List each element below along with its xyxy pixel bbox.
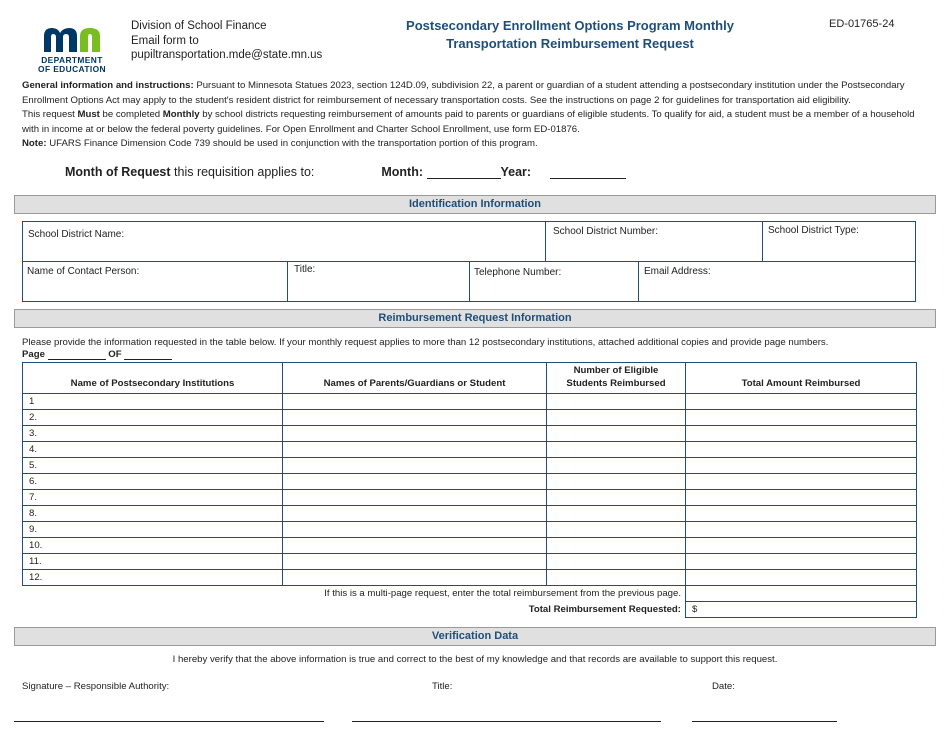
request-monthly: Monthly [162, 109, 200, 120]
table-row [23, 410, 917, 426]
logo-text-line2: OF EDUCATION [38, 64, 106, 74]
parent-name-cell[interactable] [283, 442, 547, 458]
amount-cell[interactable] [686, 442, 917, 458]
institution-cell[interactable]: 12. [23, 570, 283, 586]
institution-cell[interactable]: 2. [23, 410, 283, 426]
students-count-cell[interactable] [547, 522, 686, 538]
month-request-label: Month of Request [65, 165, 171, 179]
page-label: Page [22, 349, 45, 360]
parent-name-cell[interactable] [283, 506, 547, 522]
division-name: Division of School Finance [131, 20, 267, 32]
note-label: Note: [22, 138, 47, 149]
students-count-cell[interactable] [547, 538, 686, 554]
id-divider [545, 221, 546, 261]
email-label: Email form to [131, 34, 199, 47]
general-label: General information and instructions: [22, 80, 194, 91]
amount-cell[interactable] [686, 538, 917, 554]
amount-cell[interactable] [686, 394, 917, 410]
students-count-cell[interactable] [547, 570, 686, 586]
col-header-students [547, 363, 686, 394]
identification-section-header: Identification Information [14, 195, 936, 214]
district-number-field[interactable]: School District Number: [553, 226, 659, 237]
students-count-cell[interactable] [547, 458, 686, 474]
request-post: by school districts requesting reimbursement of amounts paid to parents or guardians of eligible students. To qualify for aid, a student must be a member of a household with in income at or below the federal poverty guidelines. For Open Enrollment and Charter School Enrollment, use form ED-01876. [22, 109, 915, 135]
year-input[interactable] [550, 166, 626, 179]
title-field[interactable]: Title: [294, 264, 316, 275]
table-row [23, 490, 917, 506]
total-row [23, 602, 917, 618]
email-address[interactable]: pupiltransportation.mde@state.mn.us [131, 49, 323, 61]
total-amount-input[interactable]: $ [686, 602, 917, 618]
institution-cell[interactable]: 8. [23, 506, 283, 522]
amount-cell[interactable] [686, 554, 917, 570]
id-divider [638, 261, 639, 302]
amount-cell[interactable] [686, 458, 917, 474]
parent-name-cell[interactable] [283, 394, 547, 410]
institution-cell[interactable]: 3. [23, 426, 283, 442]
parent-name-cell[interactable] [283, 458, 547, 474]
date-line[interactable] [692, 721, 837, 722]
instructions [22, 79, 934, 152]
district-type-field[interactable]: School District Type: [768, 225, 859, 236]
table-row [23, 458, 917, 474]
parent-name-cell[interactable] [283, 474, 547, 490]
students-count-cell[interactable] [547, 394, 686, 410]
students-count-cell[interactable] [547, 410, 686, 426]
contact-person-field[interactable]: Name of Contact Person: [27, 266, 140, 277]
students-count-cell[interactable] [547, 426, 686, 442]
col-header-students-line2: Students Reimbursed [566, 378, 666, 389]
form-title-line2: Transportation Reimbursement Request [446, 36, 694, 51]
amount-cell[interactable] [686, 522, 917, 538]
logo-text-line1: DEPARTMENT [41, 55, 103, 65]
mn-logo-icon [30, 22, 114, 54]
students-count-cell[interactable] [547, 506, 686, 522]
note-text: UFARS Finance Dimension Code 739 should be used in conjunction with the transportation portion of this program. [49, 138, 538, 149]
table-row [23, 426, 917, 442]
page-numbering [22, 349, 172, 360]
verification-section-header: Verification Data [14, 627, 936, 646]
students-count-cell[interactable] [547, 442, 686, 458]
request-pre: This request [22, 109, 78, 120]
telephone-field[interactable]: Telephone Number: [474, 267, 562, 278]
previous-page-row [23, 586, 917, 602]
table-row [23, 506, 917, 522]
email-field[interactable]: Email Address: [644, 266, 711, 277]
students-count-cell[interactable] [547, 490, 686, 506]
general-instructions [22, 79, 934, 108]
parent-name-cell[interactable] [283, 522, 547, 538]
request-instructions [22, 108, 934, 137]
office-info [131, 19, 322, 63]
parent-name-cell[interactable] [283, 410, 547, 426]
note [22, 137, 934, 152]
of-label: OF [108, 349, 122, 360]
col-header-amount: Total Amount Reimbursed [686, 363, 917, 394]
institution-cell[interactable]: 1 [23, 394, 283, 410]
table-header-row [23, 363, 917, 394]
table-row [23, 394, 917, 410]
month-of-request [65, 165, 626, 179]
mde-logo [30, 22, 120, 74]
institution-cell[interactable]: 9. [23, 522, 283, 538]
institution-cell[interactable]: 11. [23, 554, 283, 570]
table-row [23, 522, 917, 538]
institution-cell[interactable]: 6. [23, 474, 283, 490]
date-label: Date: [712, 681, 735, 692]
students-count-cell[interactable] [547, 554, 686, 570]
title-line[interactable] [352, 721, 661, 722]
students-count-cell[interactable] [547, 474, 686, 490]
table-row [23, 570, 917, 586]
total-label: Total Reimbursement Requested: [528, 603, 681, 615]
reimbursement-table [22, 362, 917, 618]
month-label: Month: [381, 165, 424, 179]
amount-cell[interactable] [686, 570, 917, 586]
month-request-label-rest: this requisition applies to: [170, 165, 315, 179]
parent-name-cell[interactable] [283, 554, 547, 570]
year-label: Year: [500, 165, 532, 179]
amount-cell[interactable] [686, 410, 917, 426]
table-row [23, 474, 917, 490]
amount-cell[interactable] [686, 426, 917, 442]
reimbursement-instructions: Please provide the information requested in the table below. If your monthly request applies to more than 12 postsecondary institutions, attached additional copies and provide page numbers. [22, 337, 829, 348]
form-title-line1: Postsecondary Enrollment Options Program Monthly [406, 18, 734, 33]
id-divider [762, 221, 763, 261]
table-row [23, 442, 917, 458]
district-name-field[interactable]: School District Name: [28, 229, 125, 240]
institution-cell[interactable]: 5. [23, 458, 283, 474]
request-mid: be completed [99, 109, 163, 120]
table-body [23, 394, 917, 586]
id-divider [287, 261, 288, 302]
signature-label: Signature – Responsible Authority: [22, 681, 170, 692]
amount-cell[interactable] [686, 474, 917, 490]
col-header-institutions: Name of Postsecondary Institutions [23, 363, 283, 394]
parent-name-cell[interactable] [283, 426, 547, 442]
form-id: ED-01765-24 [829, 18, 895, 30]
form-title [390, 17, 750, 53]
previous-page-label: If this is a multi-page request, enter the total reimbursement from the previous page. [324, 587, 681, 599]
table-row [23, 554, 917, 570]
reimbursement-section-header: Reimbursement Request Information [14, 309, 936, 328]
amount-cell[interactable] [686, 490, 917, 506]
page-number-input[interactable] [48, 350, 106, 360]
signature-line[interactable] [14, 721, 324, 722]
parent-name-cell[interactable] [283, 490, 547, 506]
verification-statement: I hereby verify that the above information is true and correct to the best of my knowledge and that records are available to support this request. [172, 654, 778, 665]
request-must: Must [77, 109, 100, 120]
amount-cell[interactable] [686, 506, 917, 522]
general-text: Pursuant to Minnesota Statues 2023, section 124D.09, subdivision 22, a parent or guardian of a student attending a postsecondary institution under the Postsecondary Enrollment Options Act may apply to the student's resident district for reimbursement of necessary transportation costs. See the instructions on page 2 for guidelines for transportation aid eligibility. [22, 80, 905, 106]
month-input[interactable] [427, 166, 501, 179]
id-divider [469, 261, 470, 302]
parent-name-cell[interactable] [283, 538, 547, 554]
col-header-names: Names of Parents/Guardians or Student [283, 363, 547, 394]
col-header-students-line1: Number of Eligible [573, 365, 659, 376]
parent-name-cell[interactable] [283, 570, 547, 586]
title-label: Title: [432, 681, 453, 692]
page-total-input[interactable] [124, 350, 172, 360]
previous-page-amount-input[interactable] [686, 586, 917, 602]
institution-cell[interactable]: 7. [23, 490, 283, 506]
institution-cell[interactable]: 10. [23, 538, 283, 554]
institution-cell[interactable]: 4. [23, 442, 283, 458]
table-row [23, 538, 917, 554]
